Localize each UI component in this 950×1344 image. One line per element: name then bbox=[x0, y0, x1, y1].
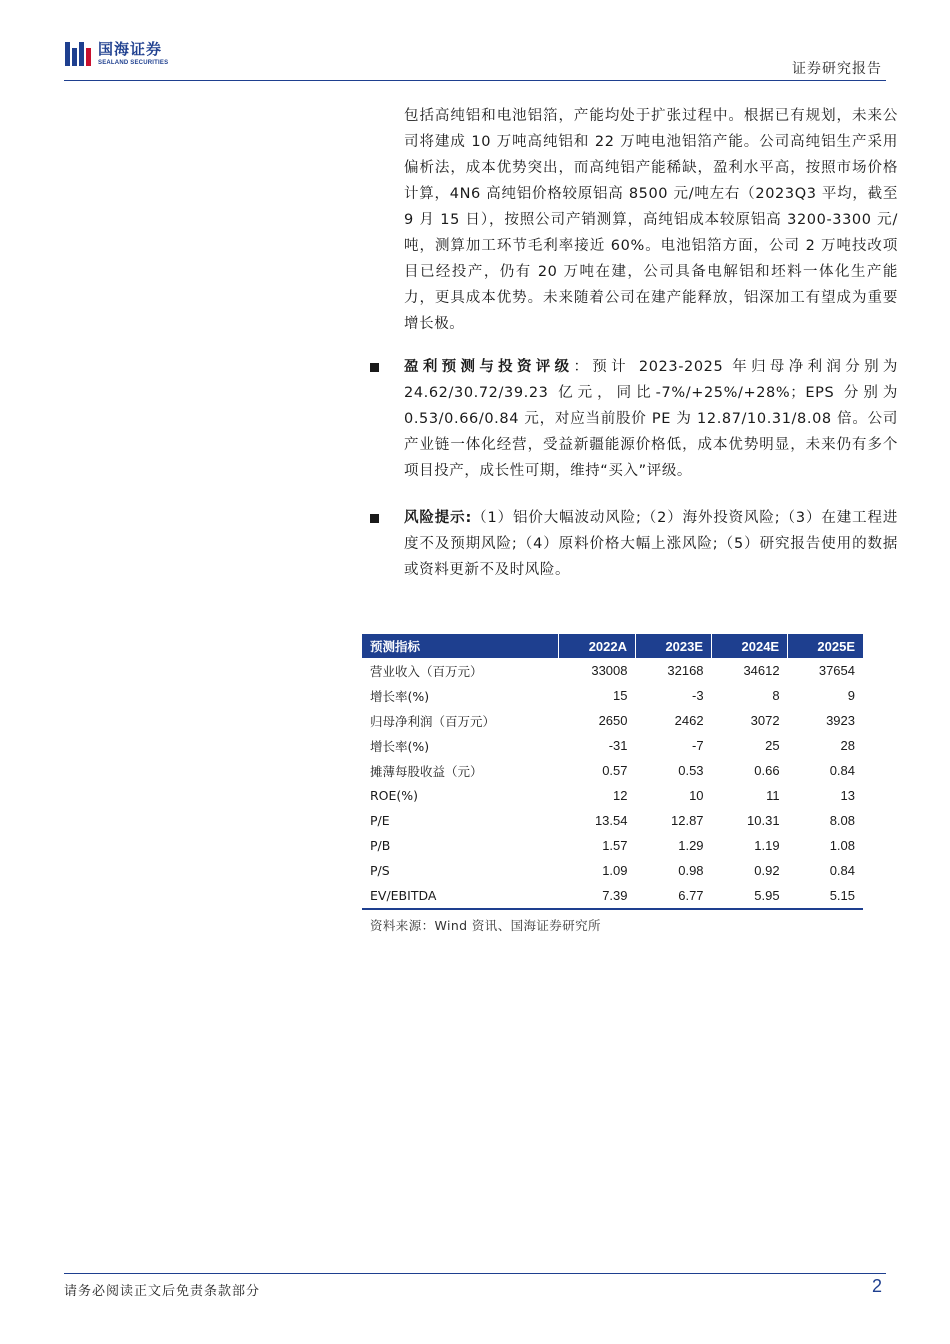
table-cell: 13 bbox=[840, 788, 855, 803]
bullet-risk-warning bbox=[370, 505, 898, 583]
table-row-label: 营业收入（百万元） bbox=[370, 663, 483, 679]
table-cell: 11 bbox=[766, 788, 780, 803]
table-header-cell: 2023E bbox=[636, 634, 712, 658]
table-cell: 10 bbox=[689, 788, 704, 803]
table-cell: 1.08 bbox=[829, 838, 855, 853]
sealand-logo-icon bbox=[64, 40, 92, 68]
table-cell: 10.31 bbox=[747, 813, 780, 828]
table-row bbox=[362, 858, 863, 883]
table-cell: 37654 bbox=[818, 663, 855, 678]
bullet-heading: 风险提示: bbox=[404, 510, 472, 526]
table-source-note: 资料来源：Wind 资讯、国海证券研究所 bbox=[370, 918, 601, 933]
table-cell: 0.84 bbox=[829, 863, 855, 878]
bullet-square-icon bbox=[370, 363, 379, 372]
table-row bbox=[362, 733, 863, 758]
table-header-row bbox=[362, 634, 863, 658]
table-cell: 15 bbox=[613, 688, 628, 703]
table-cell: 5.15 bbox=[788, 883, 863, 909]
table-cell: 34612 bbox=[743, 663, 780, 678]
table-row-label: ROE(%) bbox=[370, 788, 419, 803]
table-header-cell: 2024E bbox=[712, 634, 788, 658]
table-cell: 0.84 bbox=[829, 763, 855, 778]
table-row-label: 归母净利润（百万元） bbox=[370, 713, 496, 729]
table-cell: 3923 bbox=[826, 713, 855, 728]
bullet-body: ：预计 2023-2025 年归母净利润分别为 24.62/30.72/39.23 亿元，同比-7%/+25%/+28%；EPS 分别为 0.53/0.66/0.84 元，对应当前股价 PE 为 12.87/10.31/8.08 倍。公司产业链一体化经营，受益新疆能源价格低，成本优势明显，未来仍有多个项目投产，成长性可期，维持“买入”评级。 bbox=[404, 359, 898, 479]
table-row bbox=[362, 883, 863, 909]
table-cell: 5.95 bbox=[712, 883, 788, 909]
table-cell: 6.77 bbox=[636, 883, 712, 909]
table-cell: 12.87 bbox=[671, 813, 704, 828]
table-cell: 3072 bbox=[750, 713, 780, 728]
page-number: 2 bbox=[871, 1276, 882, 1296]
company-logo bbox=[64, 40, 168, 68]
footer-disclaimer: 请务必阅读正文后免责条款部分 bbox=[64, 1284, 261, 1299]
bullet-earnings-forecast bbox=[370, 354, 898, 484]
table-cell: 0.53 bbox=[678, 763, 704, 778]
bullet-heading: 盈利预测与投资评级 bbox=[404, 359, 574, 375]
table-cell: 1.09 bbox=[602, 863, 628, 878]
table-row-label: P/E bbox=[370, 813, 390, 828]
table-row bbox=[362, 808, 863, 833]
table-cell: 2462 bbox=[674, 713, 704, 728]
table-row bbox=[362, 683, 863, 708]
table-cell: 25 bbox=[765, 738, 780, 753]
table-cell: 0.66 bbox=[754, 763, 780, 778]
table-header-cell: 2025E bbox=[788, 634, 863, 658]
table-cell: 2650 bbox=[598, 713, 628, 728]
table-row bbox=[362, 708, 863, 733]
table-cell: 0.92 bbox=[754, 863, 780, 878]
table-row-label: 增长率(%) bbox=[370, 738, 430, 754]
table-row-label: EV/EBITDA bbox=[362, 883, 558, 909]
table-cell: 8 bbox=[772, 688, 780, 703]
bullet-body: （1）铝价大幅波动风险;（2）海外投资风险;（3）在建工程进度不及预期风险;（4）原料价格大幅上涨风险;（5）研究报告使用的数据或资料更新不及时风险。 bbox=[404, 510, 898, 578]
report-type-label: 证券研究报告 bbox=[792, 61, 882, 77]
table-cell: -3 bbox=[691, 688, 704, 703]
table-cell: 7.39 bbox=[558, 883, 635, 909]
table-cell: 12 bbox=[613, 788, 628, 803]
table-row bbox=[362, 783, 863, 808]
table-cell: 0.57 bbox=[602, 763, 628, 778]
table-cell: 0.98 bbox=[678, 863, 704, 878]
forecast-table bbox=[362, 634, 863, 910]
table-header-cell: 2022A bbox=[558, 634, 635, 658]
table-row bbox=[362, 833, 863, 858]
table-row-label: P/S bbox=[370, 863, 390, 878]
forecast-table-section bbox=[362, 634, 863, 934]
bullet-square-icon bbox=[370, 514, 379, 523]
body-paragraph: 包括高纯铝和电池铝箔，产能均处于扩张过程中。根据已有规划，未来公司将建成 10 万吨高纯铝和 22 万吨电池铝箔产能。公司高纯铝生产采用偏析法，成本优势突出，而高纯铝产能稀缺，盈利水平高，按照市场价格计算，4N6 高纯铝价格较原铝高 8500 元/吨左右（2023Q3 平均，截至 9 月 15 日），按照公司产销测算，高纯铝成本较原铝高 3200-3300 元/吨，测算加工环节毛利率接近 60%。电池铝箔方面，公司 2 万吨技改项目已经投产，仍有 20 万吨在建，公司具备电解铝和坯料一体化生产能力，更具成本优势。未来随着公司在建产能释放，铝深加工有望成为重要增长极。 bbox=[404, 108, 898, 332]
table-cell: 13.54 bbox=[594, 813, 628, 828]
table-cell: -7 bbox=[691, 738, 704, 753]
table-row-label: 增长率(%) bbox=[370, 688, 430, 704]
table-cell: 32168 bbox=[667, 663, 704, 678]
table-cell: -31 bbox=[608, 738, 628, 753]
table-cell: 9 bbox=[847, 688, 855, 703]
table-cell: 8.08 bbox=[829, 813, 855, 828]
table-row bbox=[362, 658, 863, 683]
table-cell: 1.19 bbox=[754, 838, 780, 853]
logo-cn-text: 国海证券 bbox=[98, 40, 163, 58]
header-divider bbox=[64, 80, 886, 81]
table-row-label: P/B bbox=[370, 838, 391, 853]
table-cell: 28 bbox=[840, 738, 855, 753]
table-cell: 1.57 bbox=[602, 838, 628, 853]
table-row-label: 摊薄每股收益（元） bbox=[370, 763, 483, 779]
logo-en-text: SEALAND SECURITIES bbox=[98, 60, 169, 66]
table-row bbox=[362, 758, 863, 783]
table-header-cell: 预测指标 bbox=[362, 634, 558, 658]
footer-divider bbox=[64, 1273, 886, 1274]
table-cell: 1.29 bbox=[678, 838, 704, 853]
table-cell: 33008 bbox=[591, 663, 628, 678]
